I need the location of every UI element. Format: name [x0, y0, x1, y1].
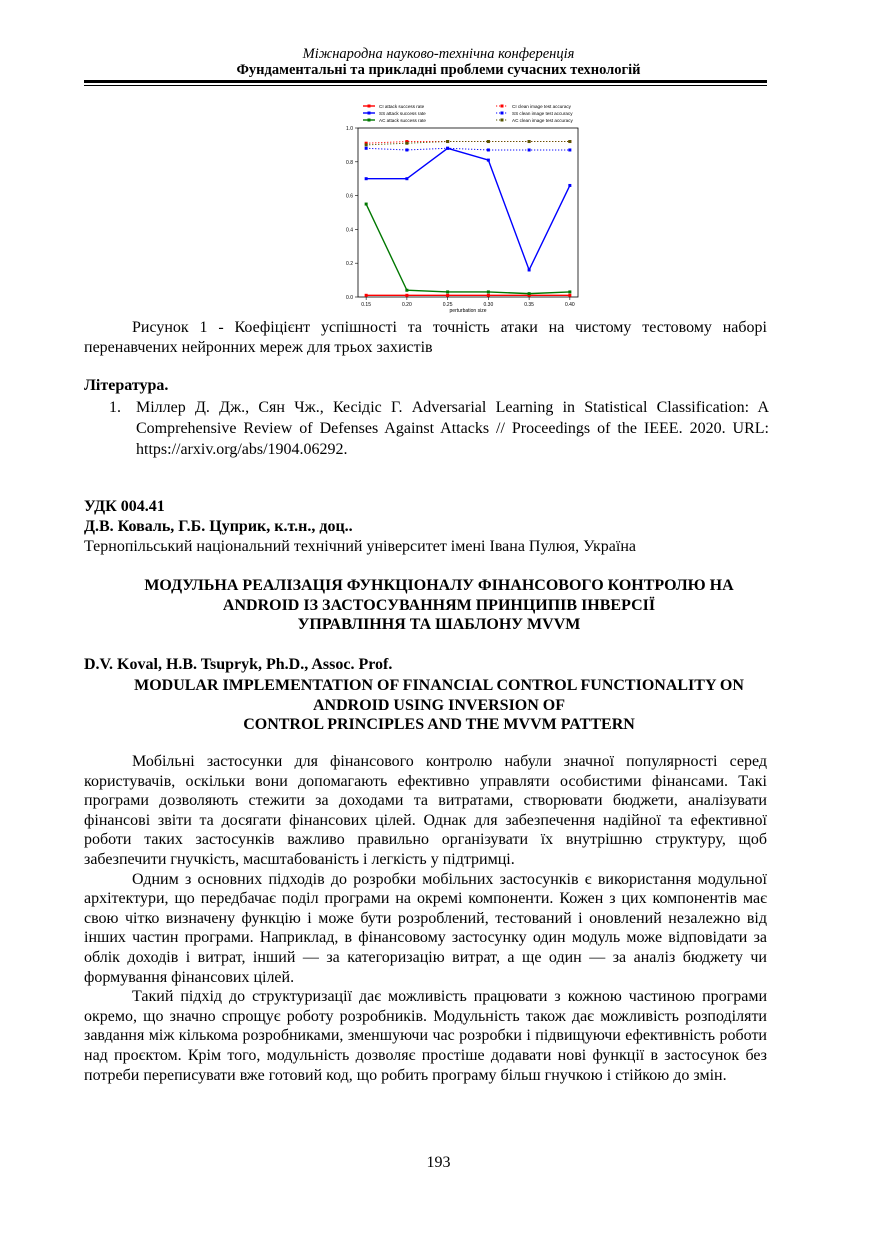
- legend-marker: [368, 105, 371, 108]
- legend-label: CI clean image test accuracy: [512, 103, 571, 109]
- data-point: [446, 290, 449, 293]
- data-point: [568, 148, 571, 151]
- x-tick-label: 0.20: [402, 302, 412, 308]
- data-point: [446, 147, 449, 150]
- data-point: [365, 294, 368, 297]
- series-line: [366, 142, 570, 144]
- x-tick-label: 0.30: [483, 302, 494, 308]
- legend-label: SS clean image test accuracy: [512, 110, 573, 116]
- authors-ua: Д.В. Коваль, Г.Б. Цуприк, к.т.н., доц..: [84, 518, 353, 535]
- title-ua-line: ANDROID ІЗ ЗАСТОСУВАННЯМ ПРИНЦИПІВ ІНВЕРСІЇ: [222, 596, 656, 614]
- reference-item: [109, 397, 769, 460]
- y-tick-label: 1.0: [346, 126, 353, 132]
- data-point: [487, 140, 490, 143]
- line-chart: [330, 100, 592, 315]
- plot-frame: [358, 128, 578, 297]
- y-tick-label: 0.0: [346, 295, 353, 301]
- title-en-line: CONTROL PRINCIPLES AND THE MVVM PATTERN: [243, 716, 635, 733]
- data-point: [568, 294, 571, 297]
- data-point: [365, 143, 368, 146]
- header-rule-thin: [84, 85, 767, 86]
- legend-marker: [501, 105, 504, 108]
- data-point: [405, 289, 408, 292]
- data-point: [446, 140, 449, 143]
- udk-code: УДК 004.41: [84, 498, 165, 515]
- article-body: [84, 752, 767, 1085]
- legend-marker: [501, 119, 504, 122]
- legend-marker: [368, 112, 371, 115]
- reference-number: 1.: [109, 399, 121, 416]
- body-paragraph: Одним з основних підходів до розробки мобільних застосунків є використання модульної архітектури, що передбачає поділ програми на окремі компоненти. Кожен з цих компонентів має свою чітко визначену функцію і може бути розроблений, тестований і оновлений незалежно від інших частин програми. Наприклад, в фінансовому застосунку один модуль може відповідати за облік доходів і витрат, інший — за категоризацію витрат, а ще один — за аналіз бюджету чи формування фінансових цілей.: [84, 870, 767, 986]
- conference-header: Міжнародна науково-технічна конференція: [302, 46, 575, 62]
- legend-label: AC clean image test accuracy: [512, 117, 573, 123]
- data-point: [405, 294, 408, 297]
- data-point: [365, 147, 368, 150]
- x-tick-label: 0.25: [442, 302, 453, 308]
- x-axis-label: perturbation size: [449, 308, 487, 314]
- y-tick-label: 0.2: [346, 261, 353, 268]
- y-tick-label: 0.4: [346, 227, 353, 234]
- legend-marker: [501, 112, 504, 115]
- body-paragraph: Такий підхід до структуризації дає можливість працювати з кожною частиною програми окремо, що значно спрощує роботу розробників. Модульність також дає можливість розподіляти завдання між кількома розробниками, зменшуючи час розробки і підвищуючи ефективність роботи над проєктом. Крім того, модульність дозволяє простіше додавати нові функції в застосунок без потреби переписувати вже готовий код, що робить програму більш гнучкою і стійкою до змін.: [84, 988, 767, 1084]
- header-rule-thick: [84, 80, 767, 83]
- data-point: [487, 294, 490, 297]
- data-point: [528, 292, 531, 295]
- conference-title: Фундаментальні та прикладні проблеми сучасних технологій: [236, 62, 641, 78]
- data-point: [568, 184, 571, 187]
- data-point: [568, 290, 571, 293]
- data-point: [405, 142, 408, 145]
- authors-en: D.V. Koval, H.B. Tsupryk, Ph.D., Assoc. Prof.: [84, 656, 393, 673]
- x-tick-label: 0.35: [524, 302, 534, 308]
- page-number: 193: [426, 1154, 451, 1171]
- y-tick-label: 0.6: [346, 193, 353, 200]
- data-point: [405, 177, 408, 180]
- data-point: [568, 140, 571, 143]
- article-title-en: [84, 676, 794, 735]
- x-tick-label: 0.40: [564, 302, 575, 308]
- title-ua-line: МОДУЛЬНА РЕАЛІЗАЦІЯ ФУНКЦІОНАЛУ ФІНАНСОВОГО КОНТРОЛЮ НА: [144, 577, 734, 594]
- data-point: [487, 159, 490, 162]
- title-ua-line: УПРАВЛІННЯ ТА ШАБЛОНУ MVVM: [297, 616, 581, 633]
- legend-label: AC attack success rate: [379, 117, 426, 123]
- data-point: [528, 148, 531, 151]
- data-point: [446, 294, 449, 297]
- data-point: [528, 268, 531, 271]
- data-point: [365, 203, 368, 206]
- reference-text: Міллер Д. Дж., Сян Чж., Кесідіс Г. Adversarial Learning in Statistical Classification: A Comprehensive Review of Defenses Against Attacks // Proceedings of the IEEE. 2020. URL: https://arxiv.org/abs/1904.06292.: [136, 399, 769, 458]
- title-en-line: MODULAR IMPLEMENTATION OF FINANCIAL CONTROL FUNCTIONALITY ON: [134, 677, 744, 694]
- data-point: [487, 148, 490, 151]
- figure-caption: Рисунок 1 - Коефіцієнт успішності та точність атаки на чистому тестовому наборі перенавчених нейронних мереж для трьох захистів: [84, 319, 767, 356]
- affiliation: Тернопільський національний технічний університет імені Івана Пулюя, Україна: [84, 538, 636, 555]
- references-title: Література.: [84, 377, 169, 394]
- x-tick-label: 0.15: [361, 302, 372, 308]
- article-title-ua: [84, 576, 794, 635]
- legend-marker: [368, 119, 371, 122]
- title-en-line: ANDROID USING INVERSION OF: [312, 696, 566, 714]
- legend-label: CI attack success rate: [379, 103, 425, 109]
- y-tick-label: 0.8: [346, 159, 353, 166]
- series-line: [366, 148, 570, 270]
- legend-label: SS attack success rate: [379, 110, 426, 116]
- body-paragraph: Мобільні застосунки для фінансового контролю набули значної популярності серед користувачів, оскільки вони допомагають ефективно управляти особистими фінансами. Такі програми дозволяють стежити за доходами та витратами, створювати бюджети, аналізувати фінансові звіти та досягати фінансових цілей. Однак для забезпечення надійної та ефективної роботи таких застосунків важливо правильно організувати їх внутрішню структуру, щоб забезпечити гнучкість, масштабованість і легкість у підтримці.: [84, 753, 767, 868]
- data-point: [528, 140, 531, 143]
- data-point: [365, 177, 368, 180]
- data-point: [405, 148, 408, 151]
- series-line: [366, 148, 570, 150]
- data-point: [487, 290, 490, 293]
